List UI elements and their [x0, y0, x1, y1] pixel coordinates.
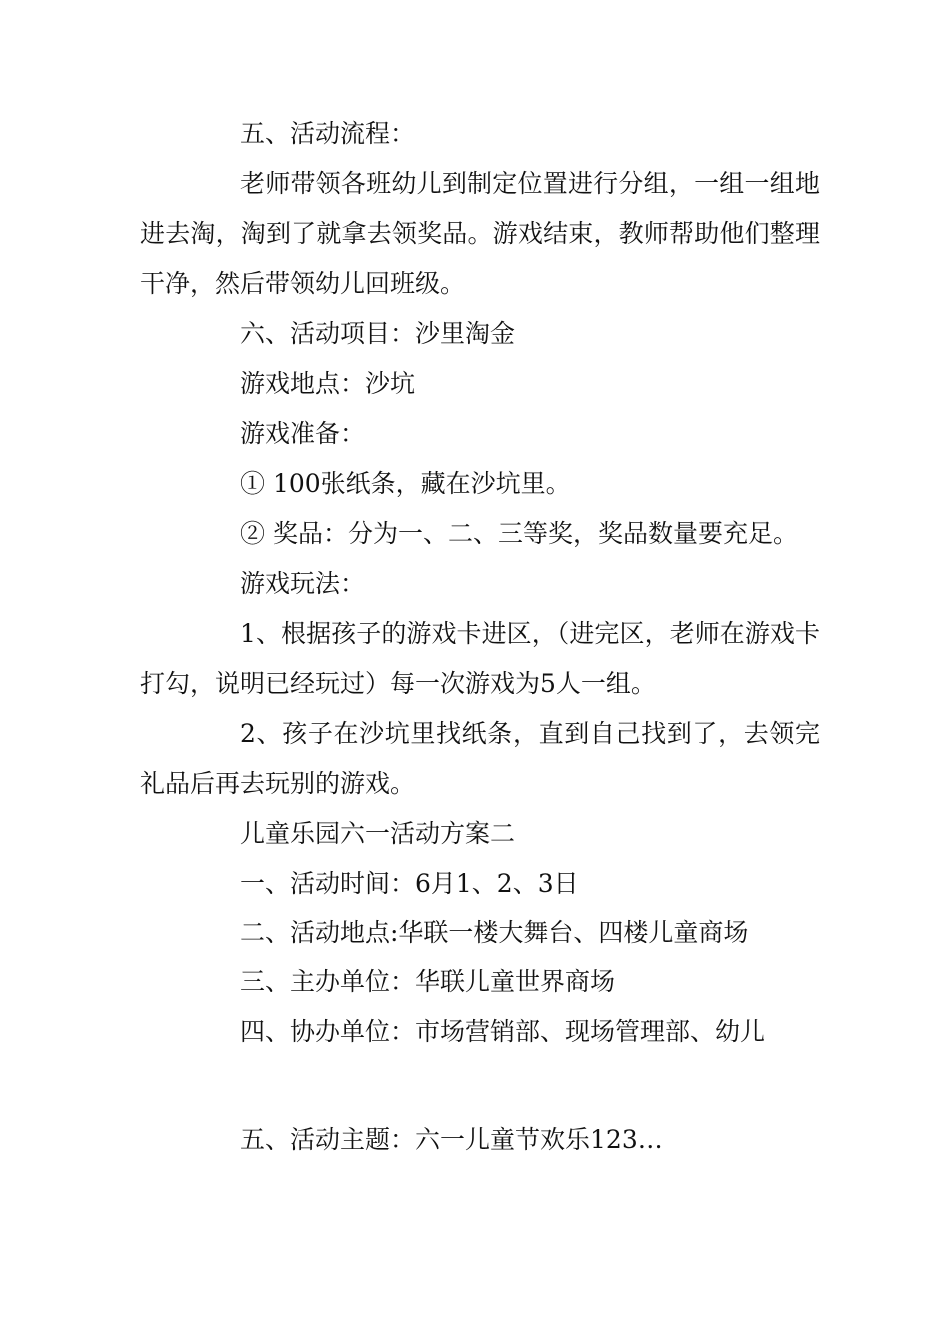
paragraph-organizer: 三、主办单位：华联儿童世界商场: [240, 967, 616, 996]
paragraph-process-body: 老师带领各班幼儿到制定位置进行分组，一组一组地进去淘，淘到了就拿去领奖品。游戏结束，教师帮助他们整理干净，然后带领幼儿回班级。: [140, 169, 820, 298]
paragraph-activity-time: 一、活动时间：6月1、2、3日: [240, 869, 579, 898]
section-heading-activity-item: 六、活动项目：沙里淘金: [240, 319, 516, 348]
paragraph-rule-1: 1、根据孩子的游戏卡进区，（进完区，老师在游戏卡打勾，说明已经玩过）每一次游戏为5人一组。: [140, 619, 820, 698]
paragraph-activity-theme: 五、活动主题：六一儿童节欢乐123…: [240, 1125, 663, 1154]
paragraph-preparation-item-1: ① 100张纸条，藏在沙坑里。: [240, 469, 571, 498]
paragraph-game-location: 游戏地点：沙坑: [240, 369, 416, 398]
paragraph-game-rules-heading: 游戏玩法：: [240, 569, 366, 598]
plan-two-title: 儿童乐园六一活动方案二: [240, 819, 516, 848]
paragraph-preparation-item-2: ② 奖品：分为一、二、三等奖，奖品数量要充足。: [240, 519, 798, 548]
paragraph-co-organizer: 四、协办单位：市场营销部、现场管理部、幼儿: [240, 1017, 766, 1046]
paragraph-rule-2: 2、孩子在沙坑里找纸条，直到自己找到了，去领完礼品后再去玩别的游戏。: [140, 719, 820, 798]
section-heading-process: 五、活动流程：: [240, 119, 416, 148]
paragraph-activity-location: 二、活动地点:华联一楼大舞台、四楼儿童商场: [240, 918, 749, 947]
paragraph-game-preparation-heading: 游戏准备：: [240, 419, 366, 448]
